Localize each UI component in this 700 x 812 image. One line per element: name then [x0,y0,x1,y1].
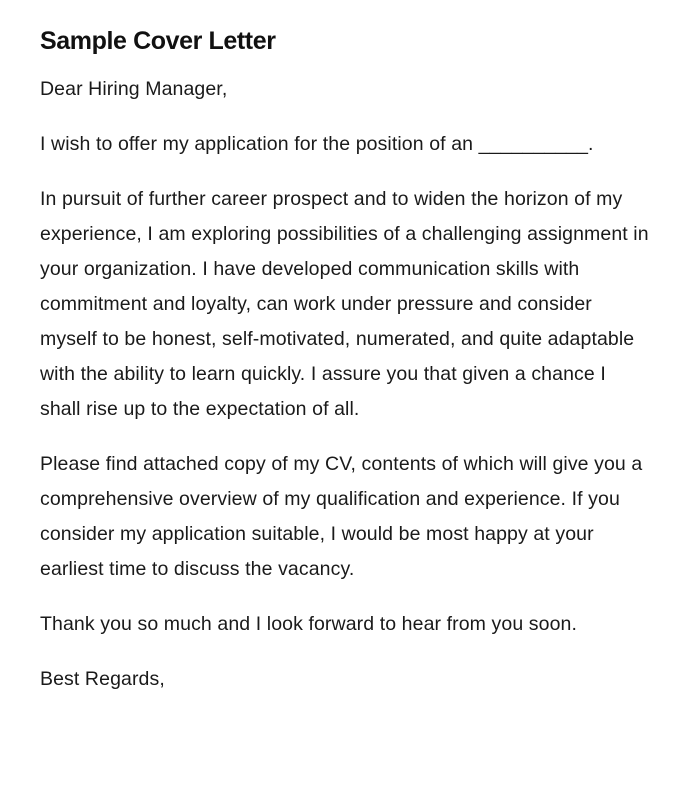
paragraph-experience: In pursuit of further career prospect and to widen the horizon of my experience, I am exploring possibilities of a challenging assignment in your organization. I have developed communication skills with commitment and loyalty, can work under pressure and consider myself to be honest, self-motivated, numerated, and quite adaptable with the ability to learn quickly. I assure you that given a chance I shall rise up to the expectation of all. [40,188,649,420]
cover-letter-document [40,24,650,717]
document-title: Sample Cover Letter [40,27,276,55]
paragraph-thanks: Thank you so much and I look forward to hear from you soon. [40,613,578,635]
paragraph-position: I wish to offer my application for the position of an __________. [40,133,594,155]
greeting: Dear Hiring Manager, [40,78,228,100]
paragraph-cv: Please find attached copy of my CV, contents of which will give you a comprehensive overview of my qualification and experience. If you consider my application suitable, I would be most happy at your earliest time to discuss the vacancy. [40,453,643,580]
closing: Best Regards, [40,668,165,690]
